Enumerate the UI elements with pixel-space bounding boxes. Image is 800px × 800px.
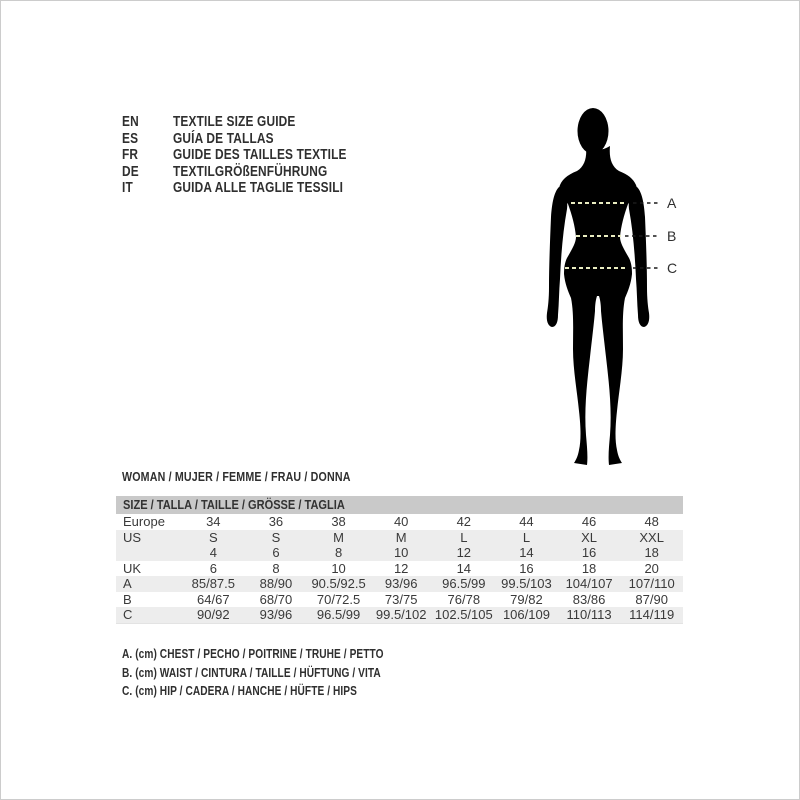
size-value-cell: 107/110 xyxy=(628,576,675,591)
legend-line-hip-text: C. (cm) HIP / CADERA / HANCHE / HÜFTE / HIPS xyxy=(122,683,357,698)
silhouette-head xyxy=(578,108,609,154)
legend-line-waist xyxy=(122,664,457,683)
size-value-cell: 8 xyxy=(272,560,280,576)
language-title: GUÍA DE TALLAS xyxy=(173,130,274,147)
size-value-cell: 99.5/102 xyxy=(375,607,427,622)
size-value-cell: 87/90 xyxy=(635,591,668,607)
table-row xyxy=(116,545,683,561)
size-value-cell: 90/92 xyxy=(197,607,230,622)
size-value-cell: 16 xyxy=(581,545,597,560)
size-value-cell: 68/70 xyxy=(259,591,293,607)
size-value-cell: S xyxy=(208,529,218,545)
size-value-cell: 12 xyxy=(456,545,472,560)
size-value-cell: 44 xyxy=(519,514,534,529)
legend-line-hip xyxy=(122,682,457,701)
legend-line-chest-text: A. (cm) CHEST / PECHO / POITRINE / TRUHE / PETTO xyxy=(122,646,384,661)
size-value-cell: 8 xyxy=(334,545,343,560)
language-code: FR xyxy=(122,147,139,163)
size-value-cell: 90.5/92.5 xyxy=(311,576,366,591)
size-value-cell: XXL xyxy=(639,529,664,545)
size-value-cell: 38 xyxy=(331,514,346,529)
language-code: ES xyxy=(122,130,139,147)
legend-line-waist-text: B. (cm) WAIST / CINTURA / TAILLE / HÜFTUNG / VITA xyxy=(122,664,381,680)
size-value-cell: 73/75 xyxy=(384,591,418,607)
language-code: EN xyxy=(122,114,139,130)
size-value-cell: 48 xyxy=(644,514,659,529)
measurement-legend xyxy=(122,645,457,701)
language-code: DE xyxy=(122,163,139,180)
size-value-cell: L xyxy=(522,529,531,545)
size-value-cell: M xyxy=(333,529,344,545)
size-value-cell: 42 xyxy=(456,514,472,529)
size-value-cell: 14 xyxy=(456,560,472,576)
size-table-header-text: SIZE / TALLA / TAILLE / GRÖSSE / TAGLIA xyxy=(123,497,345,512)
table-row xyxy=(116,514,683,530)
size-value-cell: 18 xyxy=(644,545,659,560)
size-value-cell: 12 xyxy=(393,560,409,576)
size-table-header xyxy=(116,496,683,514)
size-value-cell: 6 xyxy=(272,545,280,560)
size-value-cell: M xyxy=(395,529,407,545)
language-row xyxy=(122,147,385,164)
language-title: TEXTILGRÖßENFÜHRUNG xyxy=(173,163,328,180)
size-value-cell: 14 xyxy=(519,545,534,560)
table-row xyxy=(116,561,683,577)
size-table xyxy=(116,496,683,624)
size-value-cell: 88/90 xyxy=(259,576,293,591)
language-title: GUIDA ALLE TAGLIE TESSILI xyxy=(173,180,344,196)
size-value-cell: 4 xyxy=(209,545,217,560)
size-value-cell: 40 xyxy=(393,514,409,529)
size-value-cell: 96.5/99 xyxy=(316,607,361,622)
size-value-cell: 85/87.5 xyxy=(191,576,235,591)
row-label: B xyxy=(123,591,132,607)
language-title-list xyxy=(122,114,385,197)
size-value-cell: 6 xyxy=(209,560,217,576)
language-code: IT xyxy=(122,180,133,196)
size-value-cell: 34 xyxy=(206,514,221,529)
size-table-body xyxy=(116,514,683,623)
size-value-cell: 110/113 xyxy=(566,607,612,622)
language-title: GUIDE DES TAILLES TEXTILE xyxy=(173,147,347,163)
size-value-cell: 83/86 xyxy=(572,591,606,607)
size-value-cell: 76/78 xyxy=(447,591,481,607)
row-label: US xyxy=(123,529,142,545)
size-value-cell: 79/82 xyxy=(510,591,543,607)
size-value-cell: 16 xyxy=(519,560,534,576)
size-value-cell: S xyxy=(271,529,281,545)
row-label xyxy=(116,545,182,561)
silhouette-body xyxy=(559,146,637,465)
measure-label-a: A xyxy=(667,195,677,211)
size-value-cell: 10 xyxy=(393,545,409,560)
size-value-cell: 93/96 xyxy=(259,607,293,622)
size-value-cell: 20 xyxy=(644,560,659,576)
size-value-cell: 96.5/99 xyxy=(442,576,486,591)
language-row xyxy=(122,131,385,148)
size-value-cell: 70/72.5 xyxy=(316,591,361,607)
size-value-cell: 104/107 xyxy=(565,576,613,591)
language-row xyxy=(122,114,385,131)
section-title-text: WOMAN / MUJER / FEMME / FRAU / DONNA xyxy=(122,469,351,484)
language-row xyxy=(122,180,385,197)
table-row xyxy=(116,592,683,608)
silhouette-left-arm xyxy=(547,187,568,327)
size-value-cell: 10 xyxy=(331,560,346,576)
table-row xyxy=(116,576,683,592)
size-value-cell: 99.5/103 xyxy=(501,576,552,591)
size-value-cell: XL xyxy=(581,529,598,545)
row-label: C xyxy=(123,607,133,622)
row-label: Europe xyxy=(123,514,165,529)
section-title xyxy=(122,469,401,484)
size-value-cell: 106/109 xyxy=(502,607,550,622)
language-row xyxy=(122,164,385,181)
size-value-cell: 114/119 xyxy=(629,607,675,622)
row-label: A xyxy=(123,576,132,591)
table-row xyxy=(116,607,683,623)
woman-silhouette-figure xyxy=(521,91,711,491)
size-value-cell: 64/67 xyxy=(197,591,230,607)
size-value-cell: L xyxy=(460,529,468,545)
silhouette-right-arm xyxy=(629,187,650,327)
size-value-cell: 18 xyxy=(581,560,597,576)
row-label: UK xyxy=(123,560,142,576)
size-value-cell: 46 xyxy=(581,514,597,529)
measure-label-b: B xyxy=(667,228,677,244)
size-value-cell: 36 xyxy=(268,514,284,529)
measure-label-c: C xyxy=(667,260,678,276)
language-title: TEXTILE SIZE GUIDE xyxy=(173,114,296,130)
table-row xyxy=(116,530,683,546)
size-value-cell: 102.5/105 xyxy=(434,607,493,622)
size-value-cell: 93/96 xyxy=(384,576,418,591)
legend-line-chest xyxy=(122,645,457,664)
